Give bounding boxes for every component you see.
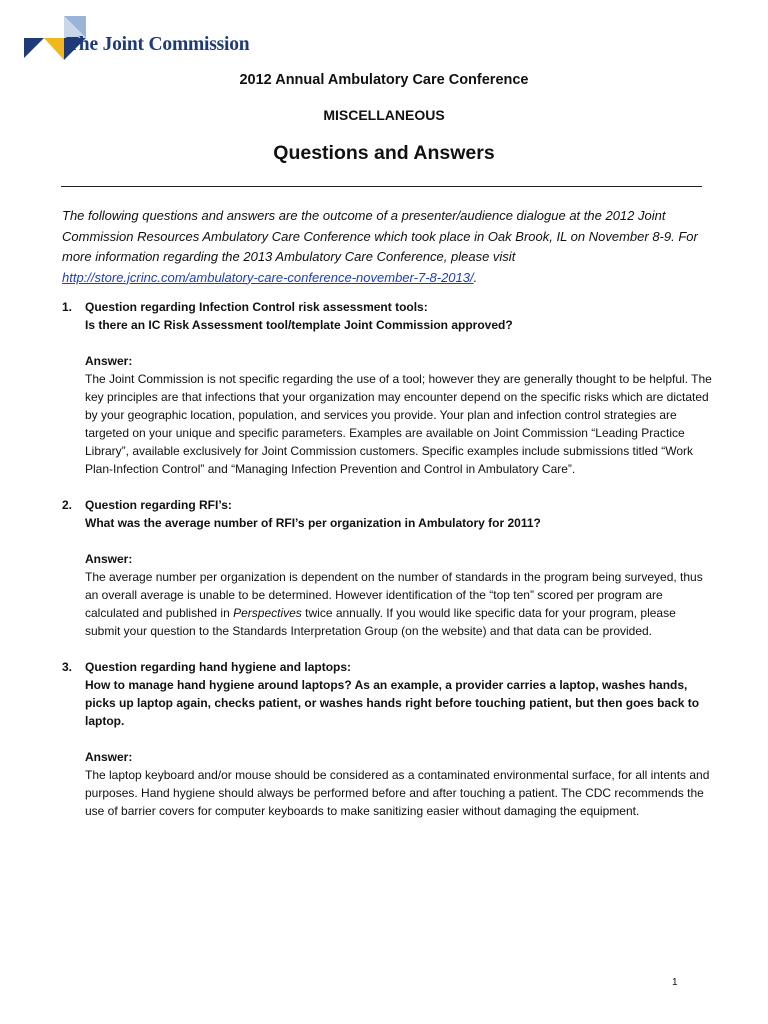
question-item-3 xyxy=(62,658,712,820)
question-item-1 xyxy=(62,298,712,478)
page-title: Questions and Answers xyxy=(273,142,495,164)
intro-paragraph xyxy=(62,206,702,288)
section-heading: MISCELLANEOUS xyxy=(323,107,445,123)
divider xyxy=(61,186,702,187)
question-number: 2. xyxy=(62,498,73,512)
answer-label: Answer: xyxy=(85,552,133,566)
answer-text: The Joint Commission is not specific regarding the use of a tool; however they are generally thought to be helpful. The key principles are that infections that your organization may encounter depend on the specific risks which are dictated by your geographic location, population, and services you provide. Your plan and infection control strategies are targeted on your unique and specific parameters. Examples are available on Joint Commission “Leading Practice Library”, available exclusively for Joint Commission customers. Specific examples include submissions titled “Work Plan-Infection Control” and “Managing Infection Prevention and Control in Ambulatory Care”. xyxy=(85,372,712,476)
answer-label: Answer: xyxy=(85,750,133,764)
question-body xyxy=(85,298,712,478)
question-text: How to manage hand hygiene around laptops? As an example, a provider carries a laptop, washes hands, picks up laptop again, checks patient, or washes hands right before touching patient, but then goes back to laptop. xyxy=(85,678,700,728)
answer-text: The laptop keyboard and/or mouse should be considered as a contaminated environmental surface, for all intents and purposes. Hand hygiene should always be performed before and after touching a patient. The CDC recommends the use of barrier covers for computer keyboards to make sanitizing easier without damaging the equipment. xyxy=(85,768,710,818)
conference-link[interactable]: http://store.jcrinc.com/ambulatory-care-conference-november-7-8-2013/ xyxy=(62,269,474,285)
intro-text: The following questions and answers are the outcome of a presenter/audience dialogue at the 2012 Joint Commission Resources Ambulatory Care Conference which took place in Oak Brook, IL on November 8-9. For more information regarding the 2013 Ambulatory Care Conference, please visit xyxy=(62,208,698,264)
logo-text: The Joint Commission xyxy=(66,34,250,55)
question-heading: Question regarding hand hygiene and laptops: xyxy=(85,660,352,674)
answer-text-part: The average number per organization is dependent on the number of standards in the program being surveyed, thus an overall average is unable to be determined. However identification of the “top ten” scored per program are calculated and published in xyxy=(85,570,703,620)
question-item-2 xyxy=(62,496,712,640)
question-heading: Question regarding RFI’s: xyxy=(85,498,232,512)
question-list xyxy=(62,298,712,838)
page-number: 1 xyxy=(672,977,678,988)
answer-text xyxy=(85,568,712,640)
question-text: What was the average number of RFI’s per organization in Ambulatory for 2011? xyxy=(85,516,541,530)
question-number: 3. xyxy=(62,660,73,674)
conference-title: 2012 Annual Ambulatory Care Conference xyxy=(239,72,529,88)
question-text: Is there an IC Risk Assessment tool/template Joint Commission approved? xyxy=(85,318,513,332)
question-body xyxy=(85,658,712,820)
question-heading: Question regarding Infection Control risk assessment tools: xyxy=(85,300,428,314)
joint-commission-logo xyxy=(24,16,264,60)
intro-trailing: . xyxy=(473,269,478,285)
publication-title: Perspectives xyxy=(233,606,302,620)
question-number: 1. xyxy=(62,300,73,314)
answer-label: Answer: xyxy=(85,354,133,368)
question-body xyxy=(85,496,712,640)
answer-text-part: twice annually. If you would like specific data for your program, please submit your question to the Standards Interpretation Group (on the website) and that data can be provided. xyxy=(85,606,676,638)
